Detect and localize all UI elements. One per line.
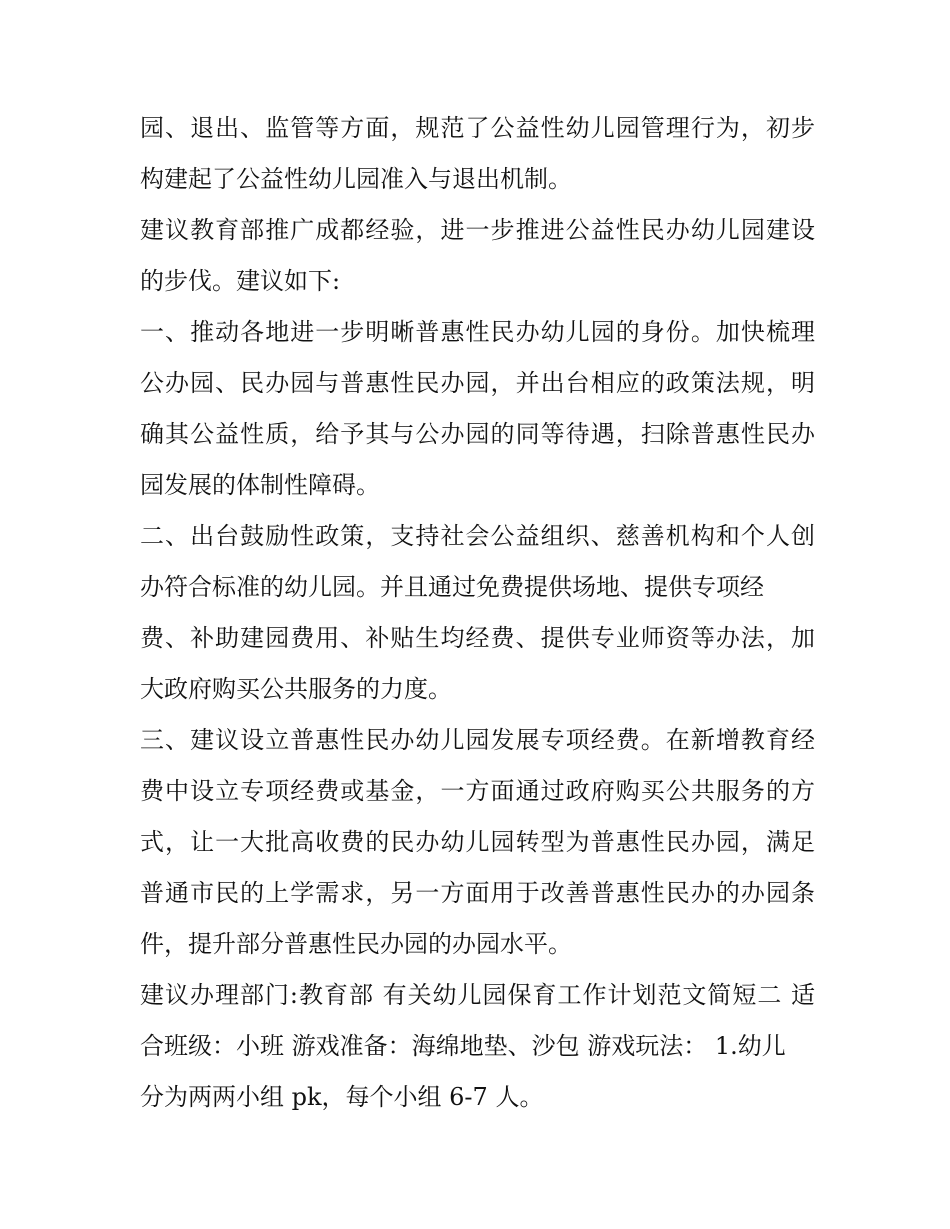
text-line: 三、建议设立普惠性民办幼儿园发展专项经费。在新增教育经 — [140, 726, 815, 754]
text-line: 费中设立专项经费或基金，一方面通过政府购买公共服务的方 — [140, 777, 815, 805]
text-line: 普通市民的上学需求，另一方面用于改善普惠性民办的办园条 — [140, 879, 815, 907]
text-line: 建议教育部推广成都经验，进一步推进公益性民办幼儿园建设 — [140, 216, 815, 244]
text-line: 合班级：小班 游戏准备：海绵地垫、沙包 游戏玩法： 1.幼儿 — [140, 1032, 786, 1060]
text-line: 二、出台鼓励性政策，支持社会公益组织、慈善机构和个人创 — [140, 522, 815, 550]
document-body — [140, 103, 815, 1123]
text-line: 办符合标准的幼儿园。并且通过免费提供场地、提供专项经 — [140, 573, 764, 601]
text-line: 建议办理部门:教育部 有关幼儿园保育工作计划范文简短二 适 — [140, 981, 815, 1009]
text-line: 确其公益性质，给予其与公办园的同等待遇，扫除普惠性民办 — [140, 420, 815, 448]
text-line: 分为两两小组 pk，每个小组 6-7 人。 — [140, 1083, 544, 1111]
text-line: 件，提升部分普惠性民办园的办园水平。 — [140, 930, 572, 958]
text-line: 式，让一大批高收费的民办幼儿园转型为普惠性民办园，满足 — [140, 828, 815, 856]
text-line: 的步伐。建议如下: — [140, 267, 341, 295]
text-line: 园发展的体制性障碍。 — [140, 471, 380, 499]
text-line: 公办园、民办园与普惠性民办园，并出台相应的政策法规，明 — [140, 369, 815, 397]
text-line: 园、退出、监管等方面，规范了公益性幼儿园管理行为，初步 — [140, 114, 815, 142]
text-line: 大政府购买公共服务的力度。 — [140, 675, 452, 703]
text-line: 构建起了公益性幼儿园准入与退出机制。 — [140, 165, 572, 193]
text-line: 一、推动各地进一步明晰普惠性民办幼儿园的身份。加快梳理 — [140, 318, 815, 346]
text-line: 费、补助建园费用、补贴生均经费、提供专业师资等办法，加 — [140, 624, 815, 652]
